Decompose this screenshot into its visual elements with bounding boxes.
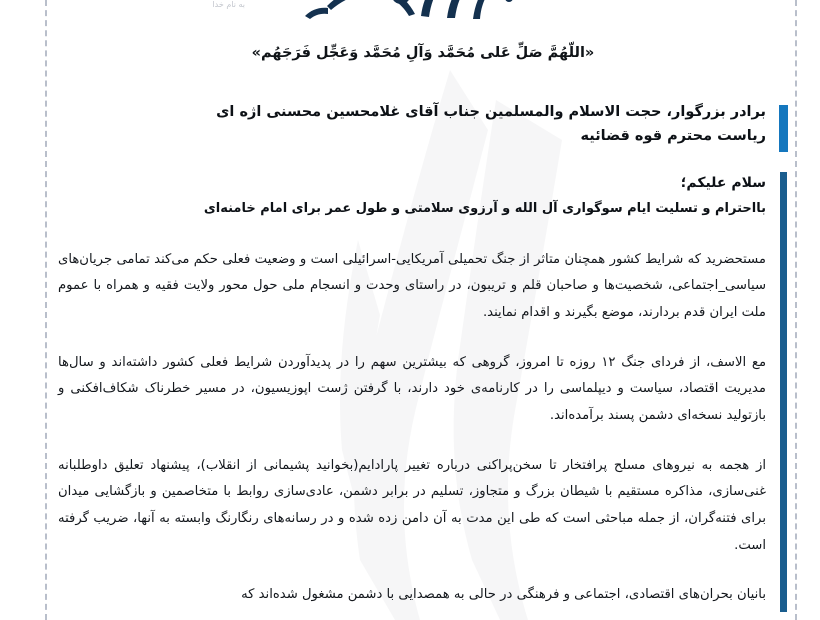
body-paragraph: بانیان بحران‌های اقتصادی، اجتماعی و فرهنگی در حالی به همصدایی با دشمن مشغول شده‌اند که [241, 587, 766, 603]
body-accent-bar [780, 172, 787, 612]
basmala-calligraphy-icon [297, 0, 547, 22]
salutation-subline: بااحترام و تسلیت ایام سوگواری آل الله و آرزوی سلامتی و طول عمر برای امام خامنه‌ای [203, 200, 766, 216]
page-border-left [45, 0, 47, 620]
body-paragraph: مستحضرید که شرایط کشور همچنان متاثر از جنگ تحمیلی آمریکایی-اسرائیلی است و وضعیت فعلی حکم می‌کند تمامی جریان‌های سیاسی_اجتماعی، شخصیت‌ها و صاحبان قلم و تریبون، در راستای وحدت و انسجام ملی حول محور ولایت فقیه و همراه با عموم ملت ایران قدم بردارند، موضع بگیرند و اقدام نمایند. [58, 251, 766, 321]
masthead [48, 0, 795, 26]
letter-body [58, 172, 788, 609]
addressee-name: برادر بزرگوار، حجت الاسلام والمسلمین جناب آقای غلامحسین محسنی اژه ای [216, 104, 766, 121]
body-paragraph: از هجمه به نیروهای مسلح پرافتخار تا سخن‌پراکنی درباره تغییر پارادایم(بخوانید پشیمانی از انقلاب)، پیشنهاد تعلیق داوطلبانه غنی‌سازی، مذاکره مستقیم با شیطان بزرگ و متجاوز، تسلیم در برابر دشمن، عادی‌سازی روابط با متخاصمین و بازگشایی میدان برای فتنه‌گران، از جمله مباحثی است که طی این مدت به آن دامن زده شده و در رسانه‌های رنگارنگ وابسته به آنها، ضریب گرفته است. [58, 457, 766, 553]
page-border-right [795, 0, 797, 620]
salutation-greeting: سلام علیکم؛ [680, 175, 766, 192]
salawat-line: «اللّهُمَّ صَلِّ عَلی مُحَمَّد وَآلِ مُحَمَّد وَعَجِّل فَرَجَهُم» [251, 45, 595, 61]
letter-content [58, 30, 788, 620]
masthead-side-text: به نام خدا [212, 0, 245, 9]
heading-accent-bar [779, 105, 788, 152]
body-paragraph: مع الاسف، از فردای جنگ ۱۲ روزه تا امروز، گروهی که بیشترین سهم را در پدیدآوردن شرایط فعلی کشور داشته‌اند و سال‌ها مدیریت اقتصاد، سیاست و دیپلماسی را در کارنامه‌ی خود دارند، با گرفتن ژست اپوزیسیون، در مسیر خطرناک شکاف‌افکنی و بازتولید نسخه‌ای دشمن پسند برآمده‌اند. [58, 354, 767, 423]
addressee-title: ریاست محترم قوه قضائیه [580, 127, 766, 144]
addressee-heading [58, 101, 788, 148]
